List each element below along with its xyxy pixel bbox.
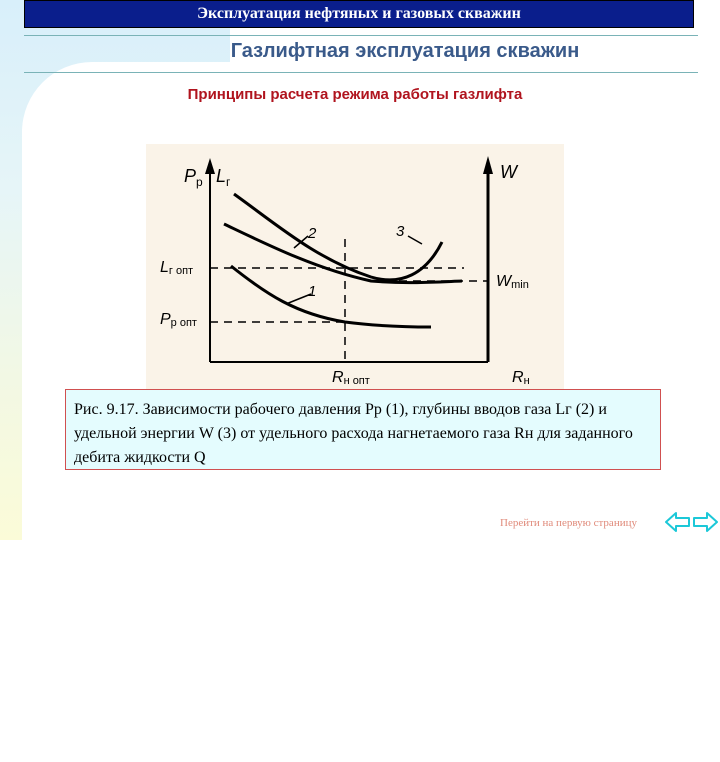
curve-3-label: 3 bbox=[396, 223, 405, 240]
p-opt-label: Pр опт bbox=[160, 311, 197, 329]
r-opt-label: Rн опт bbox=[332, 369, 370, 387]
left-axis-arrow bbox=[205, 158, 215, 174]
y-label-w: W bbox=[500, 162, 517, 182]
title-divider bbox=[24, 72, 698, 73]
x-axis-label: Rн bbox=[512, 369, 530, 387]
top-divider bbox=[24, 35, 698, 36]
l-opt-label: Lг опт bbox=[160, 259, 194, 277]
curve-1 bbox=[231, 266, 431, 327]
curve-2-label: 2 bbox=[308, 225, 317, 242]
first-page-link[interactable]: Перейти на первую страницу bbox=[500, 517, 637, 529]
figure-caption: Рис. 9.17. Зависимости рабочего давления Рр (1), глубины вводов газа Lг (2) и удельной энергии W (3) от удельного расхода нагнетаемого газа Rн для заданного дебита жидкости Q bbox=[65, 389, 661, 470]
diagram-figure bbox=[146, 144, 564, 390]
page-title: Газлифтная эксплуатация скважин bbox=[230, 40, 580, 62]
w-min-label: Wmin bbox=[496, 273, 529, 291]
y-label-lg: $L_г$ bbox=[216, 166, 231, 189]
page-subtitle: Принципы расчета режима работы газлифта bbox=[187, 86, 523, 103]
forward-arrow-icon[interactable] bbox=[692, 511, 718, 533]
curve-2 bbox=[224, 224, 462, 283]
right-axis-arrow bbox=[483, 156, 493, 174]
curve-3-pointer bbox=[408, 236, 422, 244]
back-arrow-icon[interactable] bbox=[665, 511, 691, 533]
y-label-pp: $P_р$ bbox=[184, 166, 203, 189]
curve-1-label: 1 bbox=[308, 283, 317, 300]
header-bar: Эксплуатация нефтяных и газовых скважин bbox=[24, 0, 694, 28]
